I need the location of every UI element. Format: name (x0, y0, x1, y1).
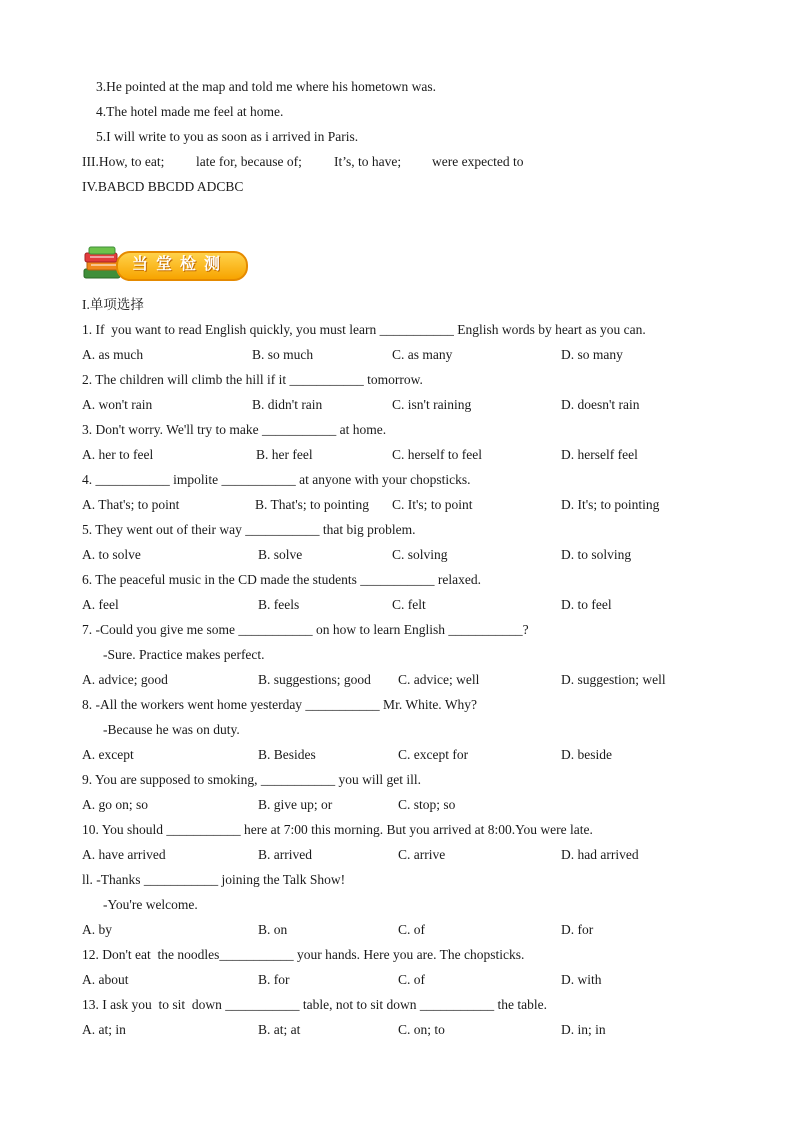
option-d: D. It's; to pointing (561, 497, 660, 512)
answer-section-3-label: III.How, to eat; (82, 154, 165, 169)
option-d: D. for (561, 922, 594, 937)
option-a: A. to solve (82, 547, 141, 562)
option-d: D. had arrived (561, 847, 639, 862)
question-stem: 10. You should ___________ here at 7:00 this morning. But you arrived at 8:00.You were late. (82, 822, 593, 837)
option-b: B. That's; to pointing (255, 497, 369, 512)
banner-title: 当堂检测 (132, 254, 229, 273)
question-reply: -You're welcome. (103, 897, 198, 912)
question-stem: 4. ___________ impolite ___________ at anyone with your chopsticks. (82, 472, 471, 487)
option-c: C. stop; so (398, 797, 456, 812)
option-d: D. to solving (561, 547, 632, 562)
option-b: B. Besides (258, 747, 316, 762)
question-stem: 3. Don't worry. We'll try to make ___________ at home. (82, 422, 387, 437)
question-reply: -Because he was on duty. (103, 722, 240, 737)
option-a: A. as much (82, 347, 144, 362)
option-d: D. suggestion; well (561, 672, 666, 687)
answer-line-3: 3.He pointed at the map and told me where his hometown was. (96, 79, 437, 94)
section-title: I.单项选择 (82, 297, 144, 312)
question-stem: 6. The peaceful music in the CD made the students ___________ relaxed. (82, 572, 482, 587)
question-stem: 1. If you want to read English quickly, you must learn ___________ English words by heart as you can. (82, 322, 646, 337)
option-b: B. suggestions; good (258, 672, 371, 687)
option-a: A. feel (82, 597, 119, 612)
option-d: D. doesn't rain (561, 397, 640, 412)
option-c: C. felt (392, 597, 426, 612)
option-b: B. feels (258, 597, 300, 612)
option-c: C. of (398, 972, 425, 987)
option-c: C. It's; to point (392, 497, 473, 512)
question-stem: 12. Don't eat the noodles___________ your hands. Here you are. The chopsticks. (82, 947, 525, 962)
option-a: A. about (82, 972, 129, 987)
question-stem: 7. -Could you give me some ___________ on how to learn English ___________? (82, 622, 529, 637)
question-stem: 13. I ask you to sit down ___________ table, not to sit down ___________ the table. (82, 997, 547, 1012)
option-b: B. solve (258, 547, 303, 562)
option-b: B. at; at (258, 1022, 301, 1037)
option-d: D. in; in (561, 1022, 606, 1037)
option-c: C. as many (392, 347, 453, 362)
option-a: A. have arrived (82, 847, 166, 862)
question-stem: ll. -Thanks ___________ joining the Talk Show! (82, 872, 346, 887)
question-reply: -Sure. Practice makes perfect. (103, 647, 265, 662)
answer-section-3-item: were expected to (432, 154, 524, 169)
option-b: B. on (258, 922, 288, 937)
option-a: A. her to feel (82, 447, 154, 462)
option-a: A. won't rain (82, 397, 153, 412)
option-b: B. arrived (258, 847, 312, 862)
question-stem: 5. They went out of their way ___________ that big problem. (82, 522, 416, 537)
option-a: A. by (82, 922, 112, 937)
option-d: D. to feel (561, 597, 612, 612)
answer-line-4: 4.The hotel made me feel at home. (96, 104, 284, 119)
option-d: D. herself feel (561, 447, 638, 462)
section-banner (80, 243, 250, 283)
option-d: D. with (561, 972, 602, 987)
option-d: D. so many (561, 347, 623, 362)
option-b: B. her feel (256, 447, 313, 462)
option-a: A. at; in (82, 1022, 126, 1037)
option-c: C. herself to feel (392, 447, 482, 462)
option-c: C. of (398, 922, 425, 937)
answer-section-4: IV.BABCD BBCDD ADCBC (82, 179, 244, 194)
option-c: C. except for (398, 747, 469, 762)
option-b: B. didn't rain (252, 397, 323, 412)
option-a: A. That's; to point (82, 497, 180, 512)
option-c: C. isn't raining (392, 397, 472, 412)
option-a: A. except (82, 747, 134, 762)
answer-line-5: 5.I will write to you as soon as i arrived in Paris. (96, 129, 359, 144)
option-a: A. advice; good (82, 672, 168, 687)
option-d: D. beside (561, 747, 612, 762)
option-c: C. arrive (398, 847, 446, 862)
option-b: B. so much (252, 347, 314, 362)
question-stem: 8. -All the workers went home yesterday ___________ Mr. White. Why? (82, 697, 478, 712)
option-a: A. go on; so (82, 797, 149, 812)
option-b: B. give up; or (258, 797, 333, 812)
option-b: B. for (258, 972, 290, 987)
option-c: C. on; to (398, 1022, 445, 1037)
option-c: C. advice; well (398, 672, 480, 687)
question-stem: 2. The children will climb the hill if it ___________ tomorrow. (82, 372, 423, 387)
question-stem: 9. You are supposed to smoking, ___________ you will get ill. (82, 772, 422, 787)
option-c: C. solving (392, 547, 448, 562)
answer-section-3-item: late for, because of; (196, 154, 302, 169)
answer-section-3-item: It’s, to have; (334, 154, 402, 169)
